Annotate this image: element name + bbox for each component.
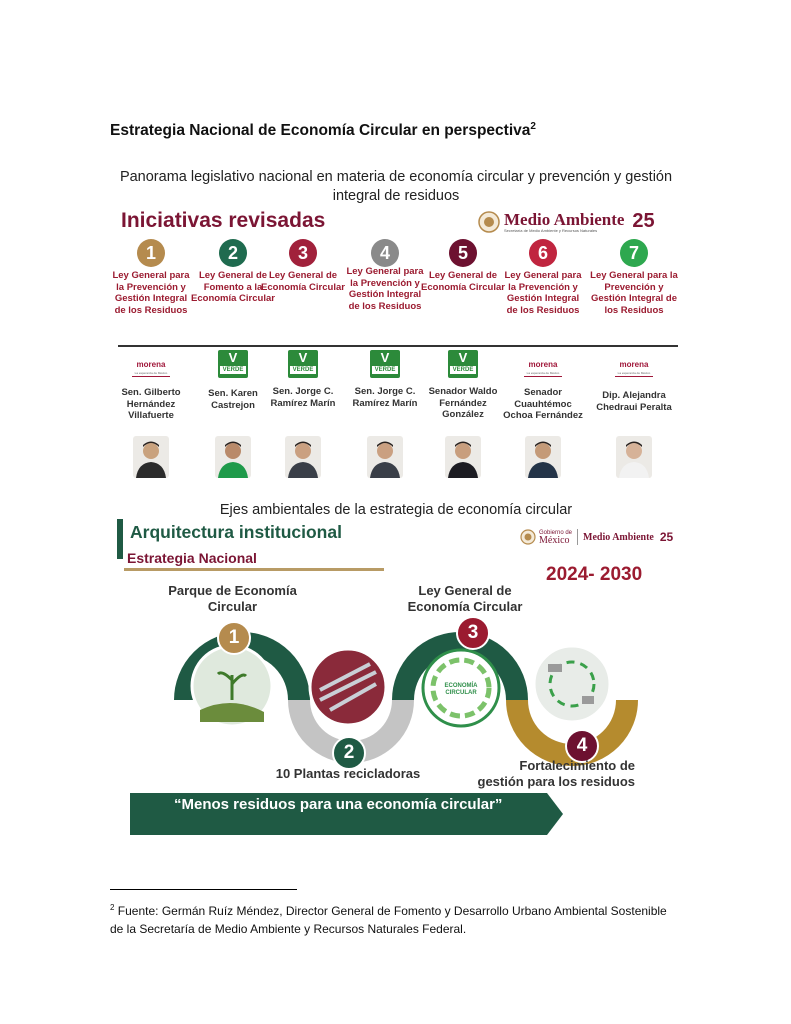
initiative-law-name: Ley General de Fomento a la Economía Circular (191, 270, 275, 304)
initiatives-title: Iniciativas revisadas (121, 209, 326, 232)
circular-economy-label-line1: ECONOMÍA (444, 683, 478, 689)
step-4-badge: 4 (565, 729, 599, 763)
legislator-name: Sen. Jorge C. Ramírez Marín (352, 386, 418, 409)
step-3-label-line2: Economía Circular (407, 599, 523, 614)
circular-economy-label (437, 683, 485, 697)
initiative-law-name: Ley General de Economía Circular (421, 270, 505, 293)
legislator-name: Dip. Alejandra Chedraui Peralta (596, 390, 672, 413)
verde-party-logo: V VERDE (448, 350, 478, 378)
mexico-text: México (539, 535, 570, 546)
initiative-law-name: Ley General para la Prevención y Gestión Integral de los Residuos (504, 270, 582, 316)
morena-party-logo: morena La esperanza de México (524, 358, 562, 377)
initiative-number-badge: 3 (289, 239, 317, 267)
building-icon (548, 664, 562, 672)
anniversary-25-badge-small: 25 (659, 530, 674, 544)
step-3-label-line1: Ley General de (418, 583, 512, 598)
caption-legislative-line1: Panorama legislativo nacional en materia de economía circular y prevención y gestión (119, 169, 673, 185)
circular-economy-label-line2: CIRCULAR (445, 690, 477, 696)
footnote-text: Fuente: Germán Ruíz Méndez, Director General de Fomento y Desarrollo Urbano Ambiental Sostenible de la Secretaría de Medio Ambiente y Recursos Naturales Federal. (110, 904, 667, 936)
legislator-name: Senador Waldo Fernández González (428, 386, 498, 420)
initiative-number-badge: 7 (620, 239, 648, 267)
caption-axes: Ejes ambientales de la estrategia de economía circular (219, 502, 573, 518)
step-1-label-line1: Parque de Economía (168, 583, 297, 598)
footnote-rule (110, 889, 297, 890)
footnote-number: 2 (110, 903, 115, 912)
step-2-label (268, 766, 428, 782)
caption-legislative-line2: integral de residuos (332, 188, 460, 204)
step-4-label-line1: Fortalecimiento de (519, 758, 635, 773)
step-2-label-line1: 10 Plantas recicladoras (275, 766, 421, 781)
footnote (110, 899, 680, 938)
legislator-name: Sen. Karen Castrejon (208, 388, 258, 411)
national-strategy-subtitle: Estrategia Nacional (127, 550, 257, 566)
waste-management-diagram (534, 646, 610, 722)
initiative-number-badge: 5 (449, 239, 477, 267)
document-title-text: Estrategia Nacional de Economía Circular en perspectiva (110, 122, 531, 140)
verde-party-logo: V VERDE (370, 350, 400, 378)
step-1-label-line2: Circular (207, 599, 258, 614)
legislator-name: Sen. Gilberto Hernández Villafuerte (121, 387, 181, 421)
step-3-badge: 3 (456, 616, 490, 650)
initiative-law-name: Ley General para la Prevención y Gestión Integral de los Residuos (346, 266, 424, 312)
step-4-label-line2: gestión para los residuos (477, 774, 635, 789)
morena-party-logo: morena La esperanza de México (615, 358, 653, 377)
architecture-title: Arquitectura institucional (130, 522, 342, 542)
verde-party-logo: V VERDE (218, 350, 248, 378)
verde-party-logo: V VERDE (288, 350, 318, 378)
footnote-reference: 2 (530, 121, 536, 132)
strategy-years: 2024- 2030 (546, 564, 643, 585)
medio-ambiente-subtitle: Secretaría de Medio Ambiente y Recursos Naturales (504, 227, 598, 233)
initiative-law-name: Ley General para la Prevención y Gestión Integral de los Residuos (590, 270, 678, 316)
step-4-label (460, 758, 635, 790)
legislator-name: Sen. Jorge C. Ramírez Marín (270, 386, 336, 409)
initiative-number-badge: 4 (371, 239, 399, 267)
gobierno-de-text: Gobierno de (539, 530, 573, 536)
step-1-label (150, 583, 315, 615)
anniversary-25-badge: 25 (632, 210, 655, 232)
truck-icon (582, 696, 594, 704)
medio-ambiente-name-small: Medio Ambiente (583, 531, 654, 543)
initiative-law-name: Ley General para la Prevención y Gestión Integral de los Residuos (112, 270, 190, 316)
step-2-badge: 2 (332, 736, 366, 770)
initiative-law-name: Ley General de Economía Circular (261, 270, 345, 293)
initiative-number-badge: 2 (219, 239, 247, 267)
medio-ambiente-name: Medio Ambiente (504, 209, 625, 229)
slogan-text: “Menos residuos para una economía circular” (174, 796, 503, 813)
step-1-badge: 1 (217, 621, 251, 655)
initiative-number-badge: 6 (529, 239, 557, 267)
legislator-name: Senador Cuauhtémoc Ochoa Fernández (503, 387, 583, 421)
initiative-number-badge: 1 (137, 239, 165, 267)
step-3-label (390, 583, 540, 615)
morena-party-logo: morena La esperanza de México (132, 358, 170, 377)
